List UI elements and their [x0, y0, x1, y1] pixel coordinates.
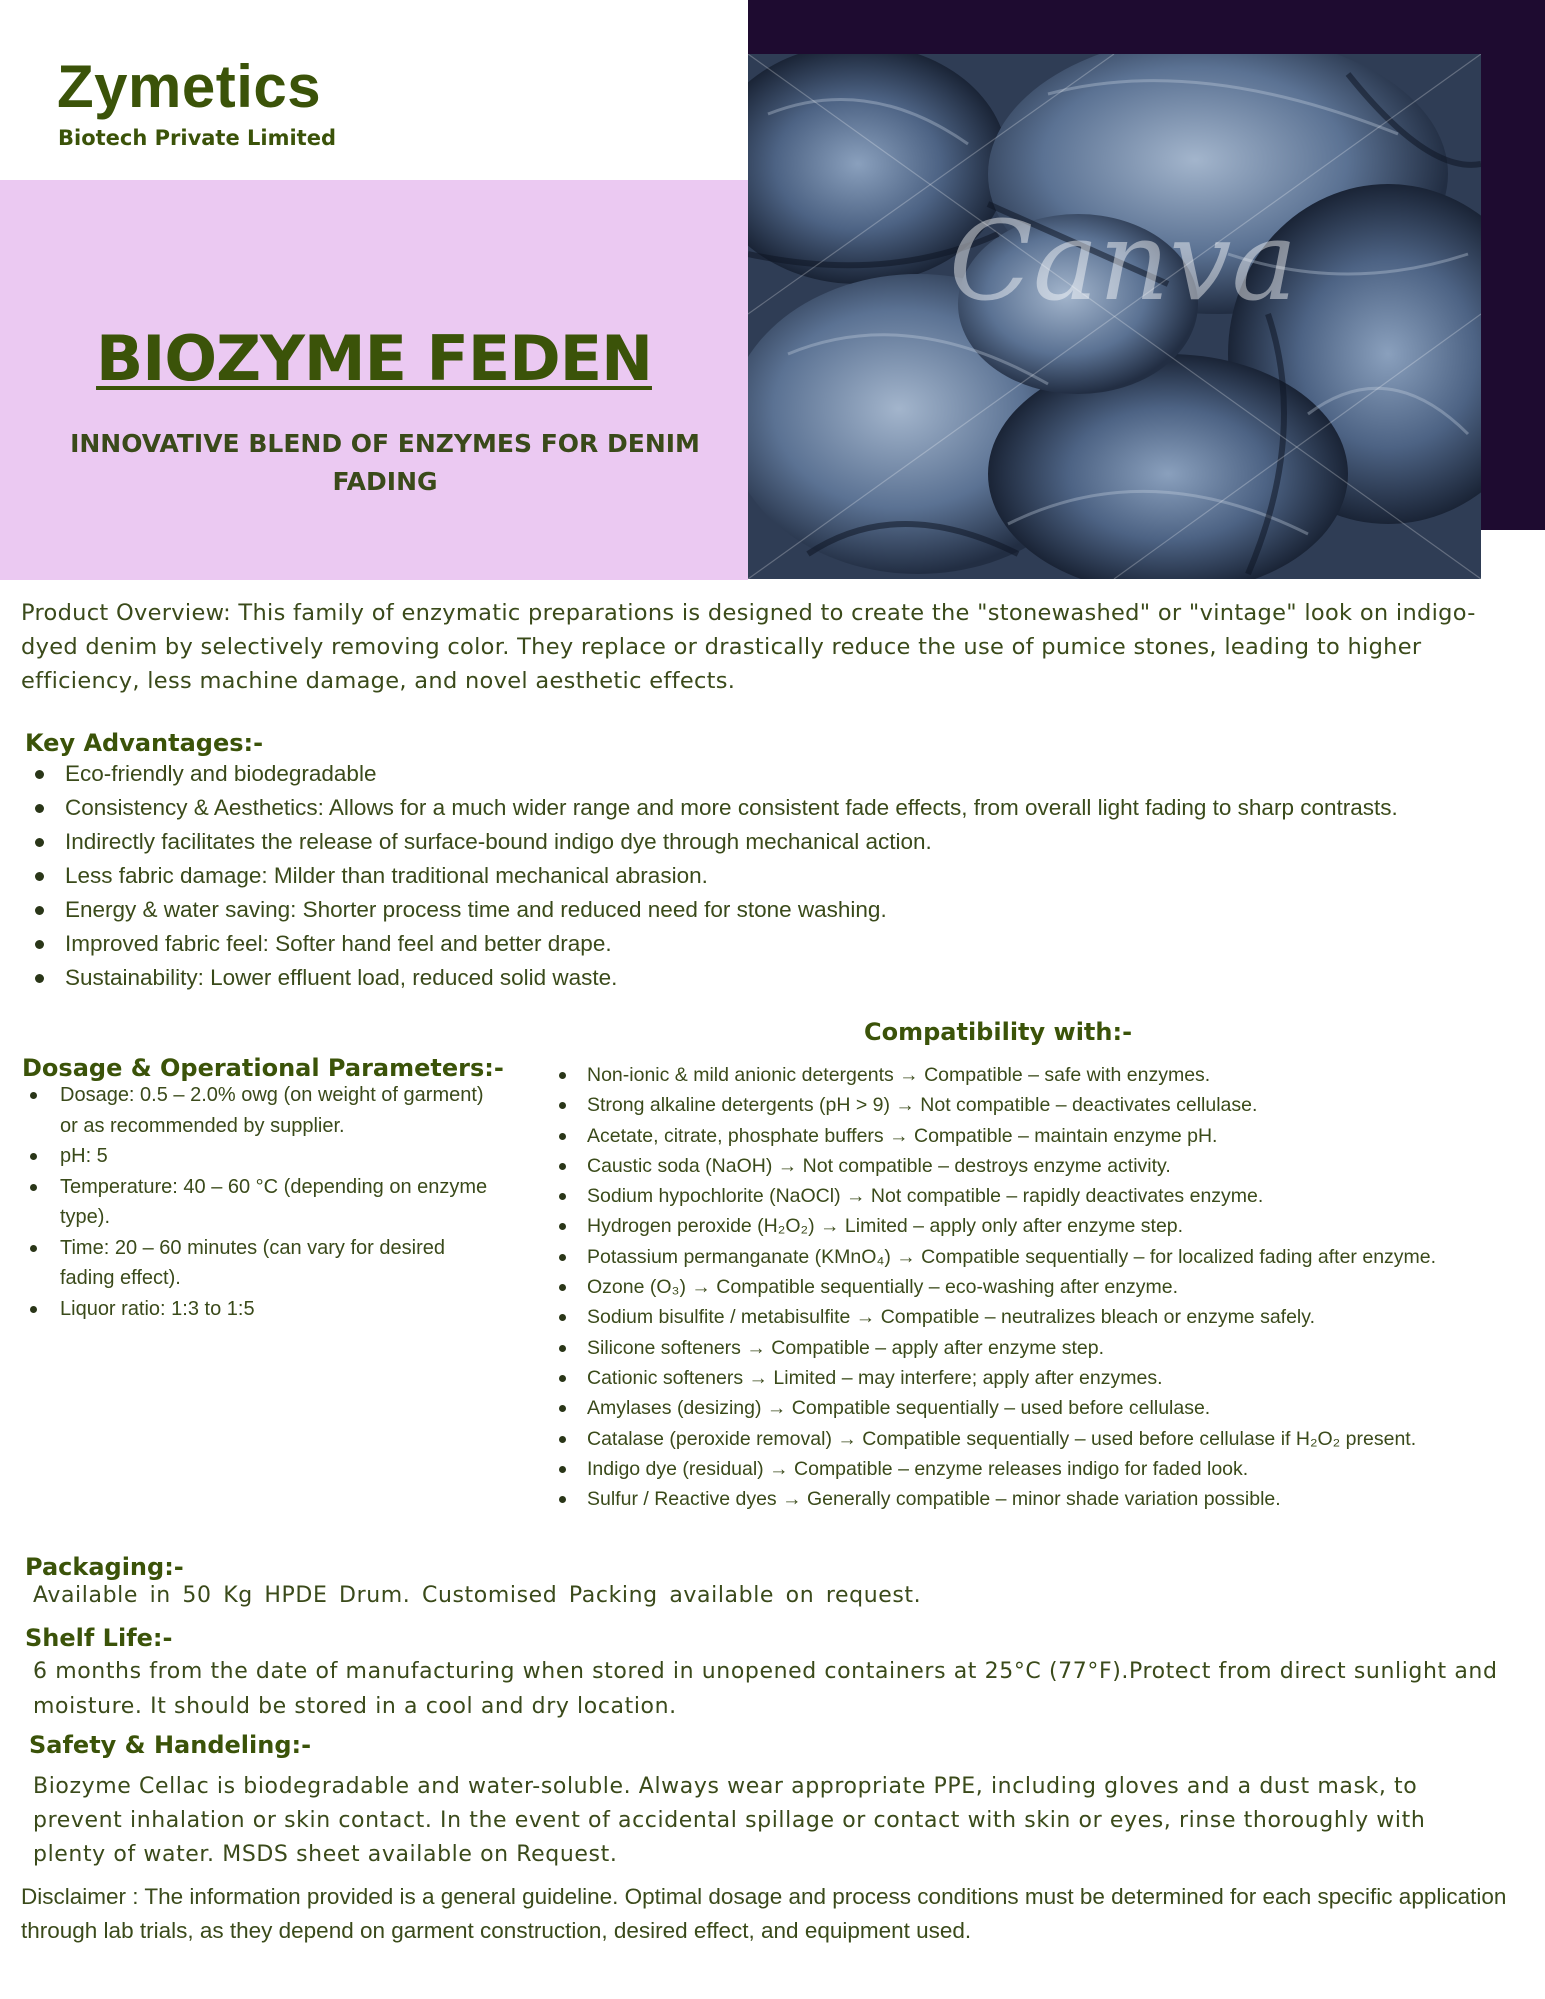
list-item: Indigo dye (residual) → Compatible – enzyme releases indigo for faded look. [556, 1454, 1545, 1484]
list-item: Sulfur / Reactive dyes → Generally compatible – minor shade variation possible. [556, 1484, 1545, 1514]
list-item: Amylases (desizing) → Compatible sequentially – used before cellulase. [556, 1393, 1545, 1423]
watermark-text: Canva [948, 197, 1298, 325]
list-item: Hydrogen peroxide (H₂O₂) → Limited – apply only after enzyme step. [556, 1211, 1545, 1241]
product-overview: Product Overview: This family of enzymatic preparations is designed to create the "stonewashed" or "vintage" look on indigo-dyed denim by selectively removing color. They replace or drastically reduce the use of pumice stones, leading to higher efficiency, less machine damage, and novel aesthetic effects. [21, 600, 1476, 694]
list-item: Sodium bisulfite / metabisulfite → Compatible – neutralizes bleach or enzyme safely. [556, 1302, 1545, 1332]
list-item: Catalase (peroxide removal) → Compatible sequentially – used before cellulase if H₂O₂ present. [556, 1424, 1545, 1454]
list-item: Ozone (O₃) → Compatible sequentially – eco-washing after enzyme. [556, 1272, 1545, 1302]
disclaimer: Disclaimer : The information provided is a general guideline. Optimal dosage and process conditions must be determined for each specific application through lab trials, as they depend on garment construction, desired effect, and equipment used. [21, 1884, 1507, 1943]
list-item: Indirectly facilitates the release of surface-bound indigo dye through mechanical action. [30, 825, 1450, 859]
list-item: Temperature: 40 – 60 °C (depending on enzyme type). [26, 1172, 496, 1233]
list-item: Dosage: 0.5 – 2.0% owg (on weight of garment) or as recommended by supplier. [26, 1080, 496, 1141]
shelf-life-heading: Shelf Life:- [25, 1624, 173, 1652]
packaging-text: Available in 50 Kg HPDE Drum. Customised Packing available on request. [33, 1583, 922, 1608]
safety-text: Biozyme Cellac is biodegradable and water-soluble. Always wear appropriate PPE, including gloves and a dust mask, to prevent inhalation or skin contact. In the event of accidental spillage or contact with skin or eyes, rinse thoroughly with plenty of water. MSDS sheet available on Request. [33, 1774, 1426, 1867]
dosage-heading: Dosage & Operational Parameters:- [22, 1054, 504, 1082]
compatibility-list [556, 1060, 1545, 1514]
product-tagline: INNOVATIVE BLEND OF ENZYMES FOR DENIM FADING [70, 429, 700, 496]
list-item: Strong alkaline detergents (pH > 9) → Not compatible – deactivates cellulase. [556, 1090, 1545, 1120]
list-item: Consistency & Aesthetics: Allows for a much wider range and more consistent fade effects, from overall light fading to sharp contrasts. [30, 791, 1450, 825]
list-item: Eco-friendly and biodegradable [30, 757, 1450, 791]
compatibility-heading: Compatibility with:- [864, 1018, 1133, 1046]
shelf-life-text: 6 months from the date of manufacturing when stored in unopened containers at 25°C (77°F).Protect from direct sunlight and moisture. It should be stored in a cool and dry location. [33, 1659, 1498, 1719]
product-title: BIOZYME FEDEN [96, 322, 652, 395]
company-subtitle: Biotech Private Limited [58, 126, 336, 150]
safety-heading: Safety & Handeling:- [29, 1731, 312, 1759]
advantages-heading: Key Advantages:- [25, 729, 264, 757]
list-item: Sodium hypochlorite (NaOCl) → Not compatible – rapidly deactivates enzyme. [556, 1181, 1545, 1211]
list-item: Time: 20 – 60 minutes (can vary for desired fading effect). [26, 1233, 496, 1294]
list-item: Non-ionic & mild anionic detergents → Compatible – safe with enzymes. [556, 1060, 1545, 1090]
list-item: Silicone softeners → Compatible – apply after enzyme step. [556, 1333, 1545, 1363]
denim-texture [748, 54, 1481, 579]
list-item: Less fabric damage: Milder than traditional mechanical abrasion. [30, 859, 1450, 893]
list-item: Potassium permanganate (KMnO₄) → Compatible sequentially – for localized fading after enzyme. [556, 1242, 1545, 1272]
packaging-heading: Packaging:- [25, 1553, 184, 1581]
advantages-list [30, 757, 1450, 995]
list-item: pH: 5 [26, 1141, 496, 1172]
dosage-list [26, 1080, 496, 1324]
denim-photo [748, 54, 1481, 579]
list-item: Liquor ratio: 1:3 to 1:5 [26, 1294, 496, 1325]
list-item: Energy & water saving: Shorter process time and reduced need for stone washing. [30, 893, 1450, 927]
list-item: Cationic softeners → Limited – may interfere; apply after enzymes. [556, 1363, 1545, 1393]
list-item: Acetate, citrate, phosphate buffers → Compatible – maintain enzyme pH. [556, 1121, 1545, 1151]
list-item: Sustainability: Lower effluent load, reduced solid waste. [30, 961, 1450, 995]
list-item: Caustic soda (NaOH) → Not compatible – destroys enzyme activity. [556, 1151, 1545, 1181]
list-item: Improved fabric feel: Softer hand feel and better drape. [30, 927, 1450, 961]
company-name: Zymetics [57, 53, 322, 120]
